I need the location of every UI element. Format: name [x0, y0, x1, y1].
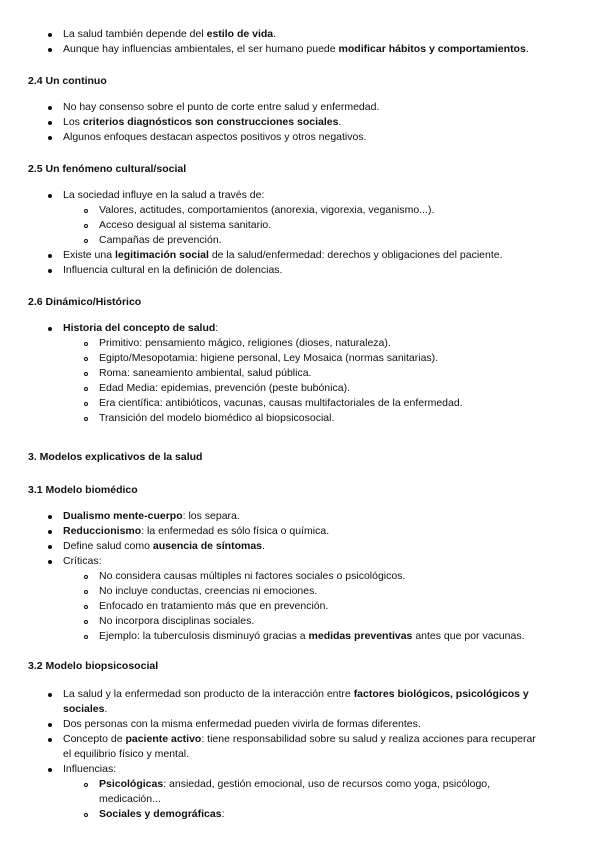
text: 2.4 Un continuo: [28, 75, 107, 87]
bullet-item: [63, 131, 367, 144]
bold-text: Reduccionismo: [63, 525, 142, 537]
bold-text: legitimación social: [114, 249, 209, 261]
bold-text: Psicológicas: [99, 778, 164, 790]
bullet-item: [63, 101, 379, 114]
bullet-circle-icon: [84, 813, 88, 817]
sub-bullet-item: [99, 367, 311, 380]
text: No incluye conductas, creencias ni emociones.: [99, 585, 318, 597]
bullet-circle-icon: [84, 342, 88, 346]
bullet-dot-icon: [48, 545, 52, 549]
text: 2.6 Dinámico/Histórico: [28, 296, 142, 308]
bold-text: paciente activo: [125, 733, 202, 745]
bullet-circle-icon: [84, 209, 88, 213]
text: antes que por vacunas.: [412, 630, 525, 642]
section-heading: [28, 75, 107, 88]
text: Transición del modelo biomédico al biopsicosocial.: [99, 412, 335, 424]
text: :: [215, 322, 219, 334]
sub-bullet-item: [99, 397, 463, 410]
bullet-item: [63, 116, 341, 129]
text: Influencias:: [63, 763, 117, 775]
sub-bullet-item: [99, 412, 334, 425]
bullet-circle-icon: [84, 239, 88, 243]
bullet-dot-icon: [48, 515, 52, 519]
text: Los: [63, 116, 83, 128]
bullet-dot-icon: [48, 136, 52, 140]
text: Dos personas con la misma enfermedad pueden vivirla de formas diferentes.: [63, 718, 421, 730]
bullet-dot-icon: [48, 254, 52, 258]
bold-text: modificar hábitos y comportamientos: [338, 43, 526, 55]
bullet-dot-icon: [48, 530, 52, 534]
bullet-circle-icon: [84, 575, 88, 579]
text: Ejemplo: la tuberculosis disminuyó gracias a: [99, 630, 309, 642]
bullet-dot-icon: [48, 48, 52, 52]
bullet-dot-icon: [48, 106, 52, 110]
section-heading: [28, 296, 141, 309]
bullet-dot-icon: [48, 269, 52, 273]
bold-text: medidas preventivas: [308, 630, 413, 642]
bold-text: Sociales y demográficas: [99, 808, 222, 820]
bullet-circle-icon: [84, 387, 88, 391]
text: No hay consenso sobre el punto de corte entre salud y enfermedad.: [63, 101, 380, 113]
text: : la enfermedad es sólo física o química.: [141, 525, 330, 537]
sub-bullet-item: [99, 352, 438, 365]
bold-text: Dualismo mente-cuerpo: [63, 510, 183, 522]
text: Acceso desigual al sistema sanitario.: [99, 219, 272, 231]
text: Valores, actitudes, comportamientos (anorexia, vigorexia, veganismo...).: [99, 204, 435, 216]
bullet-dot-icon: [48, 768, 52, 772]
bullet-circle-icon: [84, 402, 88, 406]
bullet-dot-icon: [48, 723, 52, 727]
bullet-dot-icon: [48, 693, 52, 697]
bullet-circle-icon: [84, 372, 88, 376]
section-heading: [28, 660, 158, 673]
text: : los separa.: [182, 510, 240, 522]
text: La salud también depende del: [63, 28, 207, 40]
bullet-item: [63, 510, 240, 523]
text: : ansiedad, gestión emocional, uso de recursos como yoga, psicólogo,: [163, 778, 491, 790]
sub-bullet-item: [99, 615, 254, 628]
text: 2.5 Un fenómeno cultural/social: [28, 163, 187, 175]
section-heading: [28, 451, 202, 464]
text: 3.1 Modelo biomédico: [28, 484, 138, 496]
text: Enfocado en tratamiento más que en prevención.: [99, 600, 329, 612]
bullet-circle-icon: [84, 783, 88, 787]
bullet-dot-icon: [48, 560, 52, 564]
bullet-dot-icon: [48, 33, 52, 37]
text: de la salud/enfermedad: derechos y obligaciones del paciente.: [208, 249, 503, 261]
bullet-continuation: [63, 748, 189, 761]
bullet-item: [63, 718, 421, 731]
bullet-circle-icon: [84, 620, 88, 624]
bullet-circle-icon: [84, 357, 88, 361]
bullet-item: [63, 249, 503, 262]
bullet-item: [63, 555, 102, 568]
bullet-dot-icon: [48, 327, 52, 331]
sub-bullet-continuation: [99, 793, 161, 806]
text: Primitivo: pensamiento mágico, religiones (dioses, naturaleza).: [99, 337, 391, 349]
text: Era científica: antibióticos, vacunas, causas multifactoriales de la enfermedad.: [99, 397, 463, 409]
bullet-continuation: [63, 703, 107, 716]
text: Concepto de: [63, 733, 126, 745]
text: : tiene responsabilidad sobre su salud y realiza acciones para recuperar: [201, 733, 536, 745]
section-heading: [28, 163, 186, 176]
text: Define salud como: [63, 540, 153, 552]
sub-bullet-item: [99, 204, 434, 217]
bold-text: Historia del concepto de salud: [63, 322, 216, 334]
text: .: [525, 43, 529, 55]
bullet-item: [63, 189, 264, 202]
text: Existe una: [63, 249, 115, 261]
text: Edad Media: epidemias, prevención (peste bubónica).: [99, 382, 350, 394]
text: el equilibrio físico y mental.: [63, 748, 190, 760]
text: 3.2 Modelo biopsicosocial: [28, 660, 159, 672]
sub-bullet-item: [99, 585, 317, 598]
sub-bullet-item: [99, 600, 328, 613]
bullet-item: [63, 688, 529, 701]
bullet-item: [63, 763, 116, 776]
sub-bullet-item: [99, 337, 391, 350]
bullet-circle-icon: [84, 635, 88, 639]
bold-text: ausencia de síntomas: [152, 540, 263, 552]
text: Críticas:: [63, 555, 102, 567]
bullet-circle-icon: [84, 417, 88, 421]
bullet-item: [63, 264, 282, 277]
text: Campañas de prevención.: [99, 234, 222, 246]
text: La sociedad influye en la salud a través de:: [63, 189, 265, 201]
text: .: [273, 28, 277, 40]
section-heading: [28, 484, 138, 497]
text: Roma: saneamiento ambiental, salud pública.: [99, 367, 312, 379]
bold-text: estilo de vida: [206, 28, 274, 40]
text: medicación...: [99, 793, 161, 805]
text: No incorpora disciplinas sociales.: [99, 615, 255, 627]
bold-text: criterios diagnósticos son construcciones sociales: [82, 116, 339, 128]
bullet-dot-icon: [48, 194, 52, 198]
text: Algunos enfoques destacan aspectos positivos y otros negativos.: [63, 131, 367, 143]
sub-bullet-item: [99, 570, 405, 583]
bullet-circle-icon: [84, 590, 88, 594]
text: 3. Modelos explicativos de la salud: [28, 451, 203, 463]
text: .: [338, 116, 342, 128]
text: .: [104, 703, 108, 715]
bold-text: factores biológicos, psicológicos y: [353, 688, 529, 700]
bullet-item: [63, 733, 536, 746]
bullet-dot-icon: [48, 121, 52, 125]
text: No considera causas múltiples ni factores sociales o psicológicos.: [99, 570, 406, 582]
bullet-item: [63, 540, 265, 553]
bullet-circle-icon: [84, 224, 88, 228]
sub-bullet-item: [99, 382, 350, 395]
bullet-item: [63, 322, 218, 335]
sub-bullet-item: [99, 630, 524, 643]
bold-text: sociales: [63, 703, 105, 715]
text: :: [221, 808, 225, 820]
sub-bullet-item: [99, 219, 271, 232]
text: Aunque hay influencias ambientales, el ser humano puede: [63, 43, 339, 55]
sub-bullet-item: [99, 808, 224, 821]
bullet-circle-icon: [84, 605, 88, 609]
text: Egipto/Mesopotamia: higiene personal, Ley Mosaica (normas sanitarias).: [99, 352, 439, 364]
bullet-dot-icon: [48, 738, 52, 742]
bullet-item: [63, 43, 529, 56]
text: Influencia cultural en la definición de dolencias.: [63, 264, 283, 276]
bullet-item: [63, 28, 276, 41]
text: La salud y la enfermedad son producto de la interacción entre: [63, 688, 354, 700]
sub-bullet-item: [99, 778, 490, 791]
sub-bullet-item: [99, 234, 222, 247]
text: .: [262, 540, 265, 552]
bullet-item: [63, 525, 329, 538]
